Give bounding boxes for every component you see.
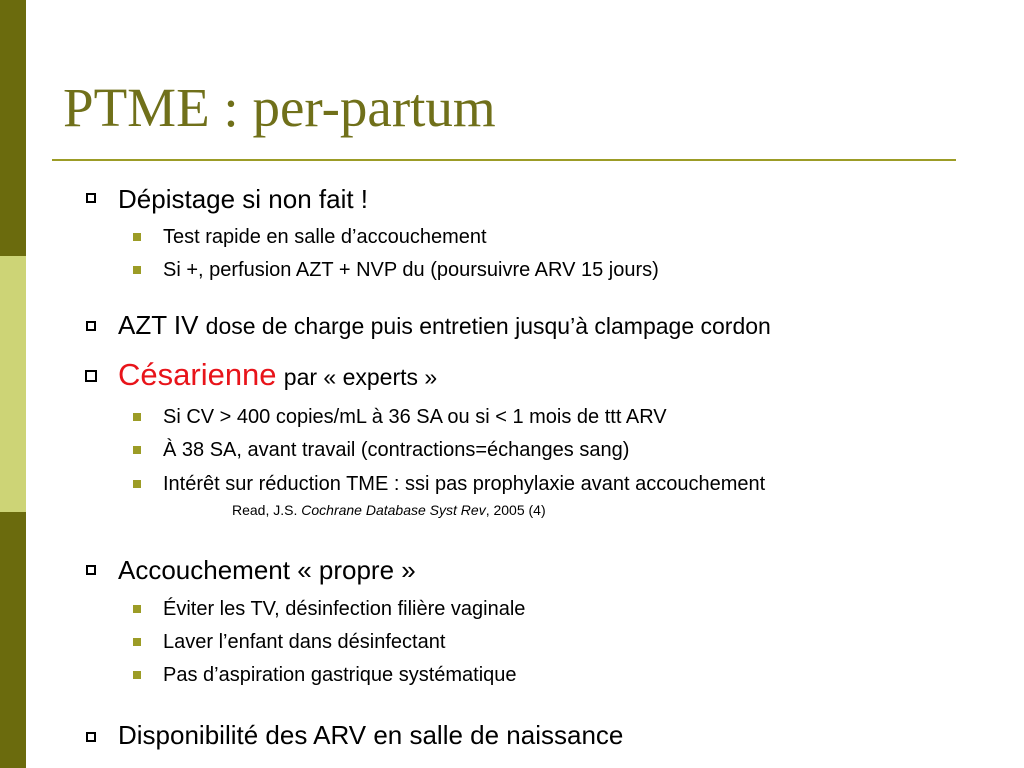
- slide-title: PTME : per-partum: [63, 77, 496, 138]
- reference-citation: [232, 502, 546, 518]
- reference-prefix: Read, J.S.: [232, 502, 302, 518]
- square-bullet-icon: [133, 266, 141, 274]
- square-bullet-icon: [133, 638, 141, 646]
- bullet-1-sub-1: Test rapide en salle d’accouchement: [163, 226, 487, 248]
- bullet-2-text: [118, 310, 771, 341]
- sidebar-decoration: [0, 0, 26, 768]
- hollow-square-bullet-icon: [86, 193, 96, 203]
- bullet-4-text: Accouchement « propre »: [118, 555, 416, 585]
- square-bullet-icon: [133, 671, 141, 679]
- bullet-1-sub-2: Si +, perfusion AZT + NVP du (poursuivre ARV 15 jours): [163, 259, 659, 281]
- bullet-5-text: Disponibilité des ARV en salle de naissance: [118, 720, 624, 750]
- bullet-3-suffix: par « experts »: [283, 364, 438, 390]
- bullet-4-sub-3: Pas d’aspiration gastrique systématique: [163, 664, 517, 686]
- title-underline: [52, 159, 956, 161]
- bullet-1-text: Dépistage si non fait !: [118, 184, 369, 214]
- square-bullet-icon: [133, 605, 141, 613]
- square-bullet-icon: [133, 480, 141, 488]
- sidebar-light-segment: [0, 256, 26, 512]
- reference-journal: Cochrane Database Syst Rev: [301, 502, 486, 518]
- square-bullet-icon: [133, 413, 141, 421]
- square-bullet-icon: [133, 233, 141, 241]
- hollow-square-bullet-icon: [86, 732, 96, 742]
- sidebar-dark-segment: [0, 0, 26, 256]
- reference-suffix: , 2005 (4): [485, 502, 546, 518]
- bullet-3-sub-2: À 38 SA, avant travail (contractions=échanges sang): [163, 439, 630, 461]
- bullet-2-lead: AZT IV: [118, 310, 199, 340]
- hollow-square-bullet-icon: [86, 565, 96, 575]
- sidebar-dark-segment: [0, 512, 26, 768]
- bullet-3-sub-1: Si CV > 400 copies/mL à 36 SA ou si < 1 mois de ttt ARV: [163, 406, 667, 428]
- bullet-3-sub-3: Intérêt sur réduction TME : ssi pas prophylaxie avant accouchement: [163, 473, 766, 495]
- hollow-square-bullet-icon: [85, 370, 97, 382]
- bullet-4-sub-2: Laver l’enfant dans désinfectant: [163, 631, 446, 653]
- bullet-2-suffix: dose de charge puis entretien jusqu’à clampage cordon: [205, 313, 771, 339]
- square-bullet-icon: [133, 446, 141, 454]
- bullet-4-sub-1: Éviter les TV, désinfection filière vaginale: [163, 598, 526, 620]
- bullet-3-lead: Césarienne: [118, 357, 277, 392]
- hollow-square-bullet-icon: [86, 321, 96, 331]
- bullet-3-text: [118, 357, 437, 393]
